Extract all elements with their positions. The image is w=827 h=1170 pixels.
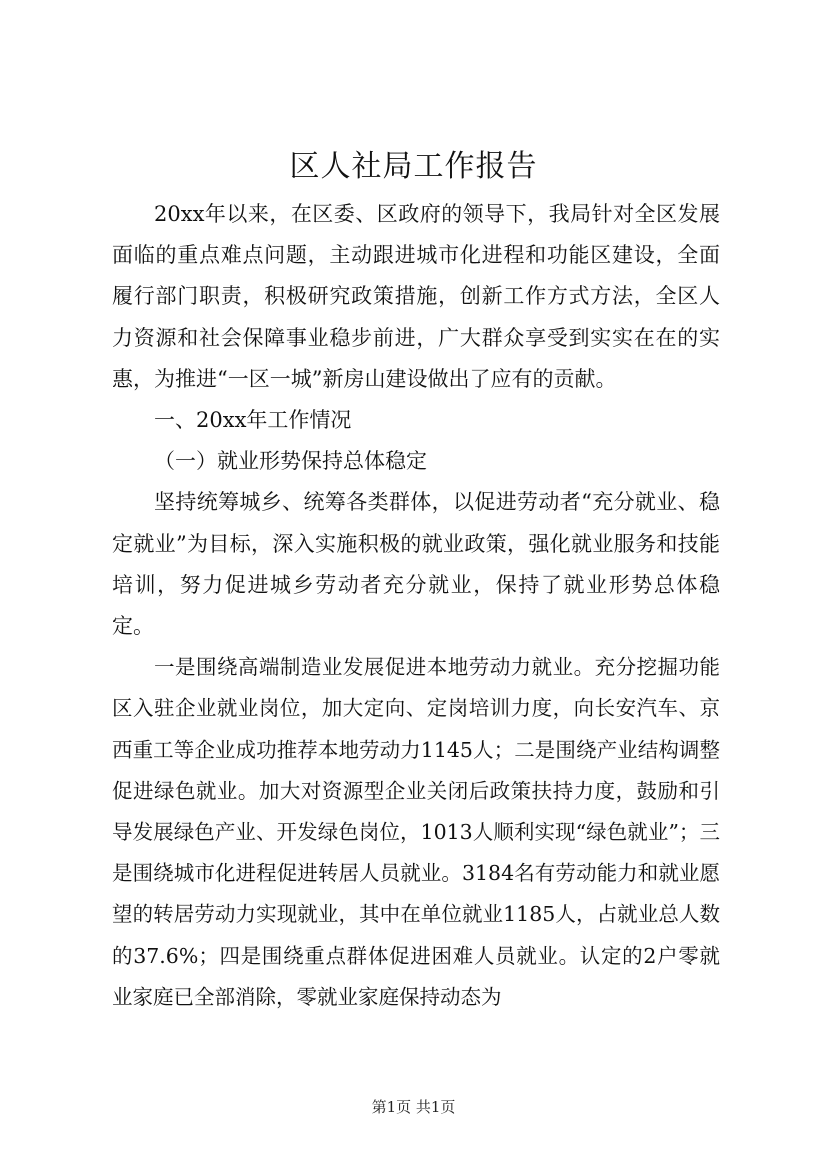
document-body: [112, 194, 720, 1018]
subsection-heading: （一）就业形势保持总体稳定: [154, 449, 427, 474]
section-heading: 一、20xx年工作情况: [154, 408, 352, 433]
page-footer: 第1页 共1页: [371, 1098, 456, 1116]
intro-paragraph: 20xx年以来，在区委、区政府的领导下，我局针对全区发展面临的重点难点问题，主动跟进城市化进程和功能区建设，全面履行部门职责，积极研究政策措施，创新工作方式方法，全区人力资源和社会保障事业稳步前进，广大群众享受到实实在在的实惠，为推进“一区一城”新房山建设做出了应有的贡献。: [112, 202, 720, 391]
details-paragraph: 一是围绕高端制造业发展促进本地劳动力就业。充分挖掘功能区入驻企业就业岗位，加大定向、定岗培训力度，向长安汽车、京西重工等企业成功推荐本地劳动力1145人；二是围绕产业结构调整促进绿色就业。加大对资源型企业关闭后政策扶持力度，鼓励和引导发展绿色产业、开发绿色岗位，1013人顺利实现“绿色就业”；三是围绕城市化进程促进转居人员就业。3184名有劳动能力和就业愿望的转居劳动力实现就业，其中在单位就业1185人，占就业总人数的37.6%；四是围绕重点群体促进困难人员就业。认定的2户零就业家庭已全部消除，零就业家庭保持动态为: [112, 655, 720, 1009]
employment-paragraph: 坚持统筹城乡、统筹各类群体，以促进劳动者“充分就业、稳定就业”为目标，深入实施积极的就业政策，强化就业服务和技能培训，努力促进城乡劳动者充分就业，保持了就业形势总体稳定。: [112, 490, 720, 639]
document-title: 区人社局工作报告: [289, 149, 538, 184]
